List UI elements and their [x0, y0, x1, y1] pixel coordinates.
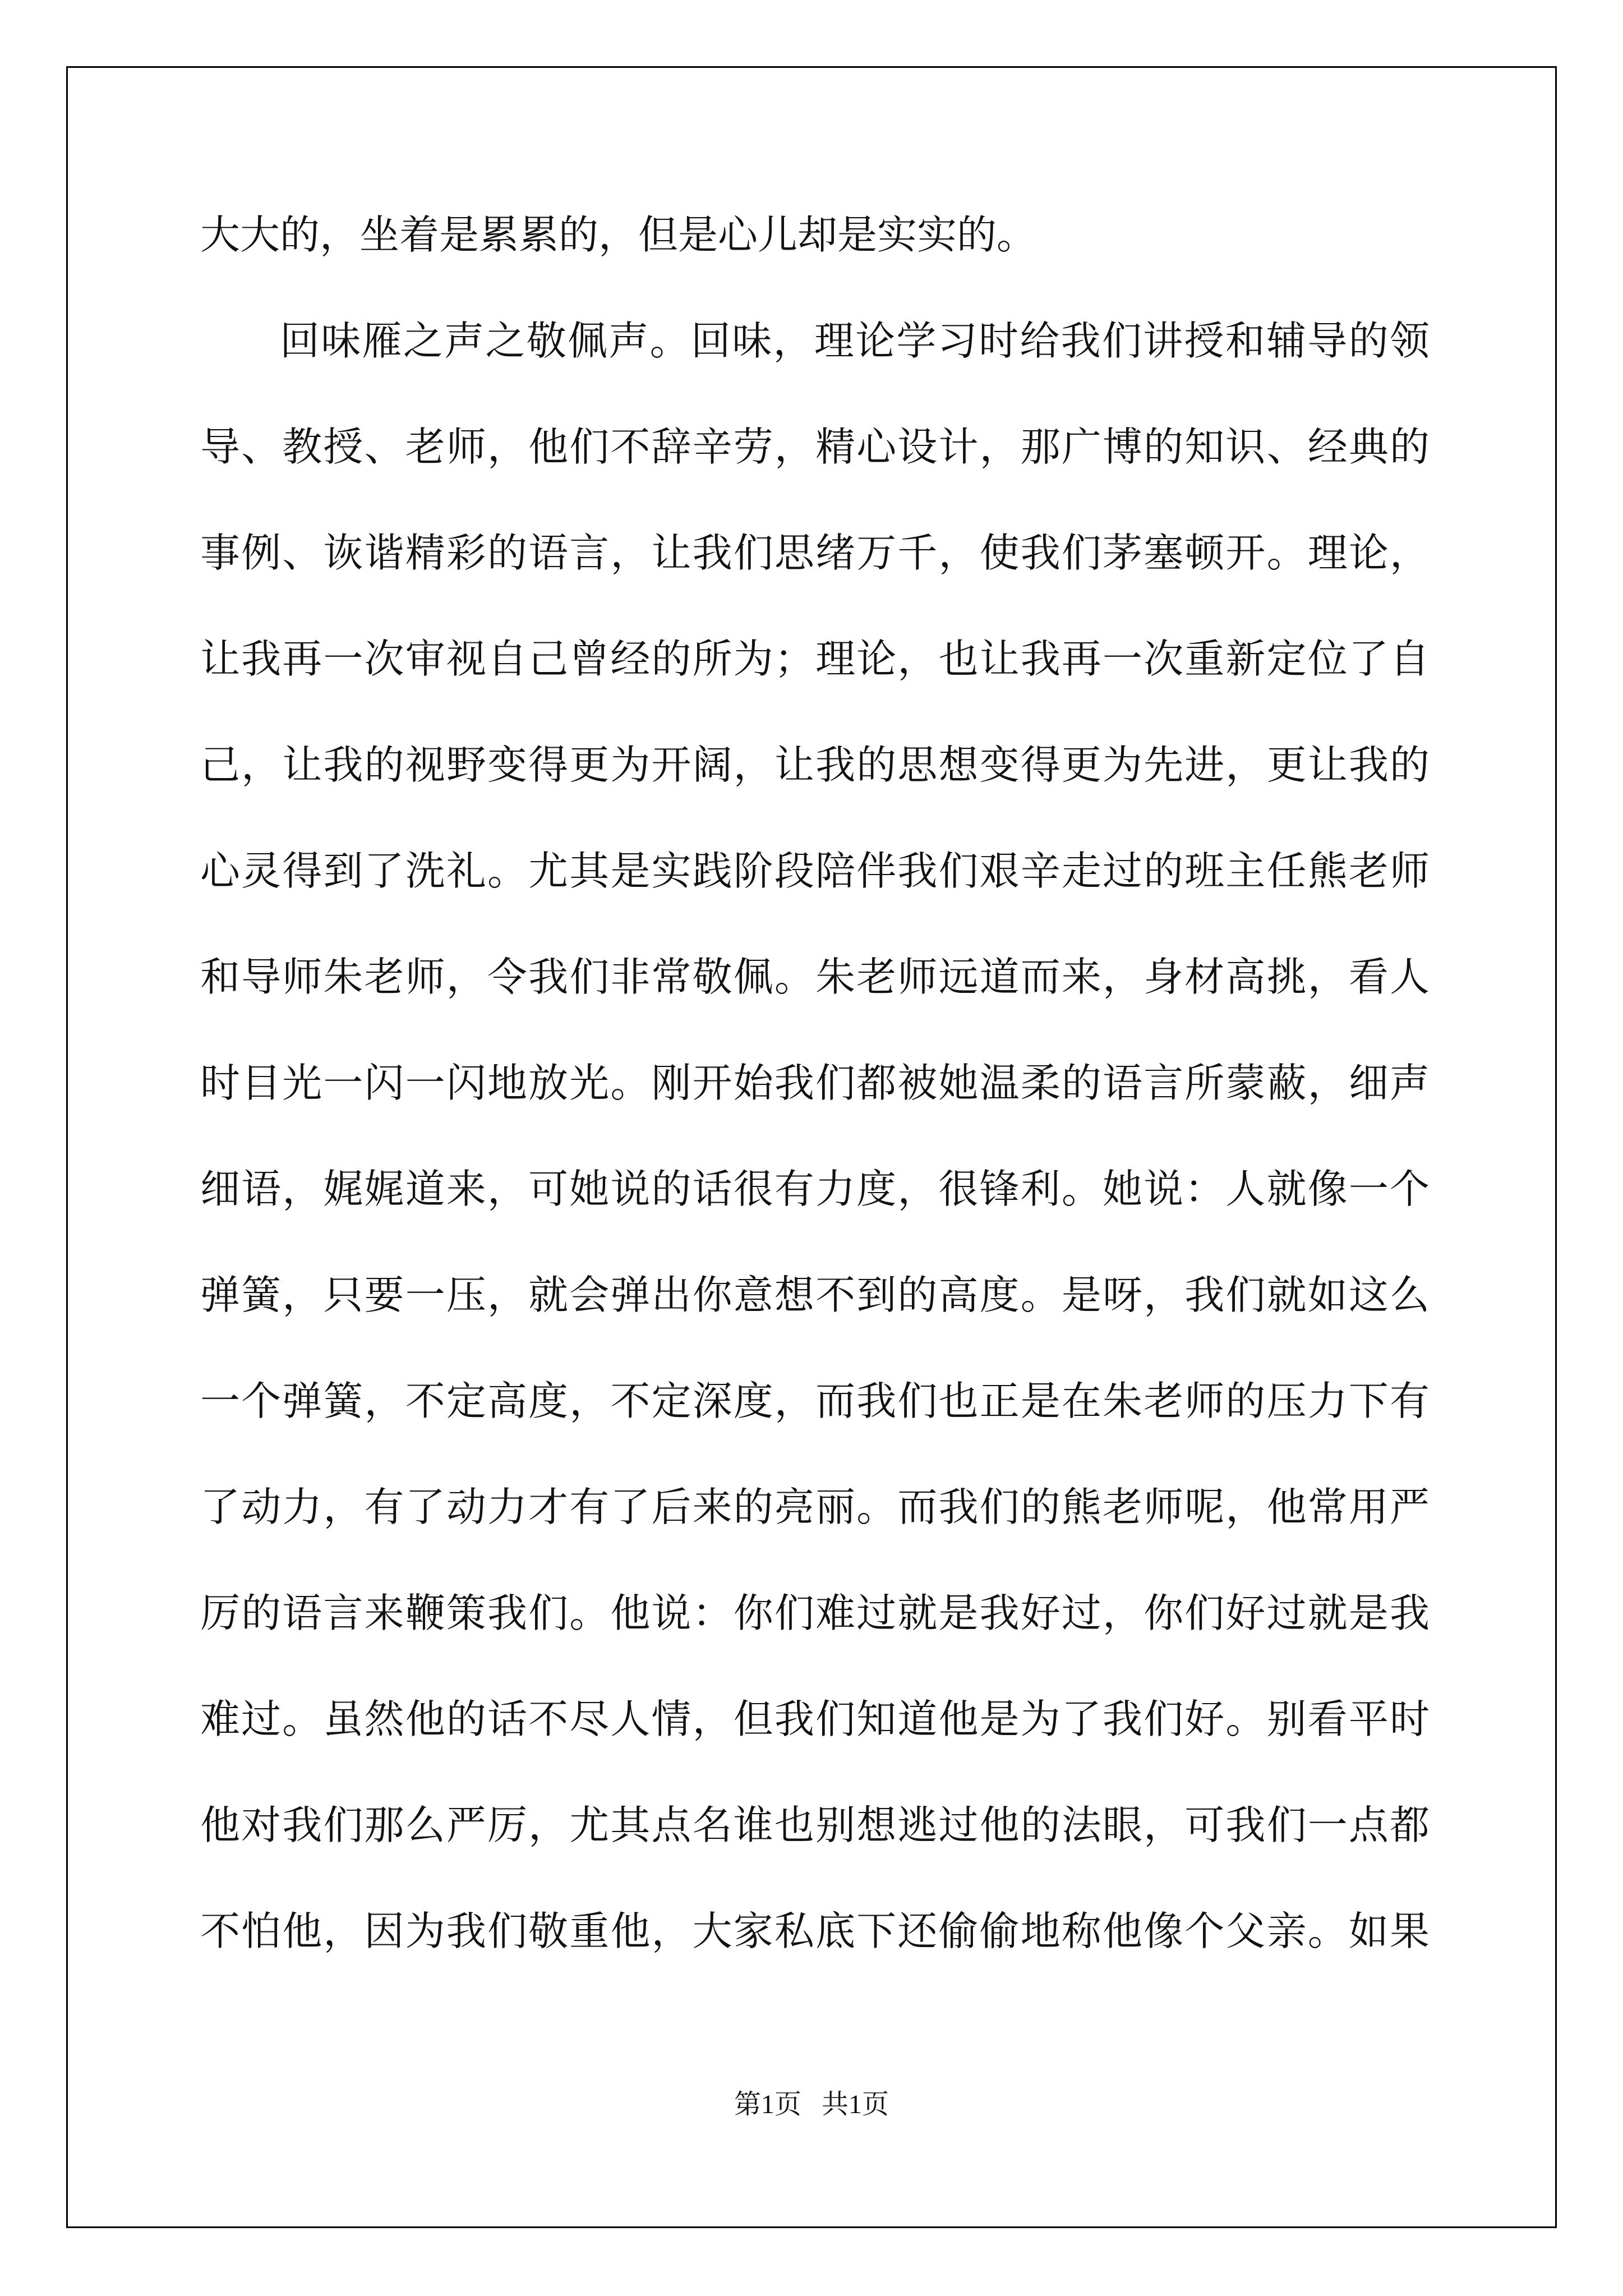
text-line: 难过。虽然他的话不尽人情，但我们知道他是为了我们好。别看平时 — [200, 1698, 1430, 1742]
text-line: 厉的语言来鞭策我们。他说：你们难过就是我好过，你们好过就是我 — [200, 1592, 1430, 1636]
text-line: 让我再一次审视自己曾经的所为；理论，也让我再一次重新定位了自 — [200, 638, 1430, 682]
text-line: 回味雁之声之敬佩声。回味，理论学习时给我们讲授和辅导的领 — [280, 320, 1430, 364]
text-line: 己，让我的视野变得更为开阔，让我的思想变得更为先进，更让我的 — [200, 744, 1430, 788]
text-line: 导、教授、老师，他们不辞辛劳，精心设计，那广博的知识、经典的 — [200, 426, 1430, 470]
text-line: 和导师朱老师，令我们非常敬佩。朱老师远道而来，身材高挑，看人 — [200, 956, 1430, 1000]
text-line: 心灵得到了洗礼。尤其是实践阶段陪伴我们艰辛走过的班主任熊老师 — [200, 850, 1430, 894]
text-line: 弹簧，只要一压，就会弹出你意想不到的高度。是呀，我们就如这么 — [200, 1274, 1430, 1318]
text-line: 时目光一闪一闪地放光。刚开始我们都被她温柔的语言所蒙蔽，细声 — [200, 1062, 1430, 1106]
body-text — [200, 208, 1430, 2010]
page-number-footer: 第1页 共1页 — [734, 2090, 889, 2119]
text-line: 事例、诙谐精彩的语言，让我们思绪万千，使我们茅塞顿开。理论， — [200, 532, 1430, 576]
text-line: 不怕他，因为我们敬重他，大家私底下还偷偷地称他像个父亲。如果 — [200, 1910, 1430, 1954]
text-line: 细语，娓娓道来，可她说的话很有力度，很锋利。她说：人就像一个 — [200, 1168, 1430, 1212]
text-line: 了动力，有了动力才有了后来的亮丽。而我们的熊老师呢，他常用严 — [200, 1486, 1430, 1530]
text-line: 一个弹簧，不定高度，不定深度，而我们也正是在朱老师的压力下有 — [200, 1380, 1430, 1424]
text-line: 大大的，坐着是累累的，但是心儿却是实实的。 — [200, 214, 1037, 257]
text-line: 他对我们那么严厉，尤其点名谁也别想逃过他的法眼，可我们一点都 — [200, 1804, 1430, 1848]
